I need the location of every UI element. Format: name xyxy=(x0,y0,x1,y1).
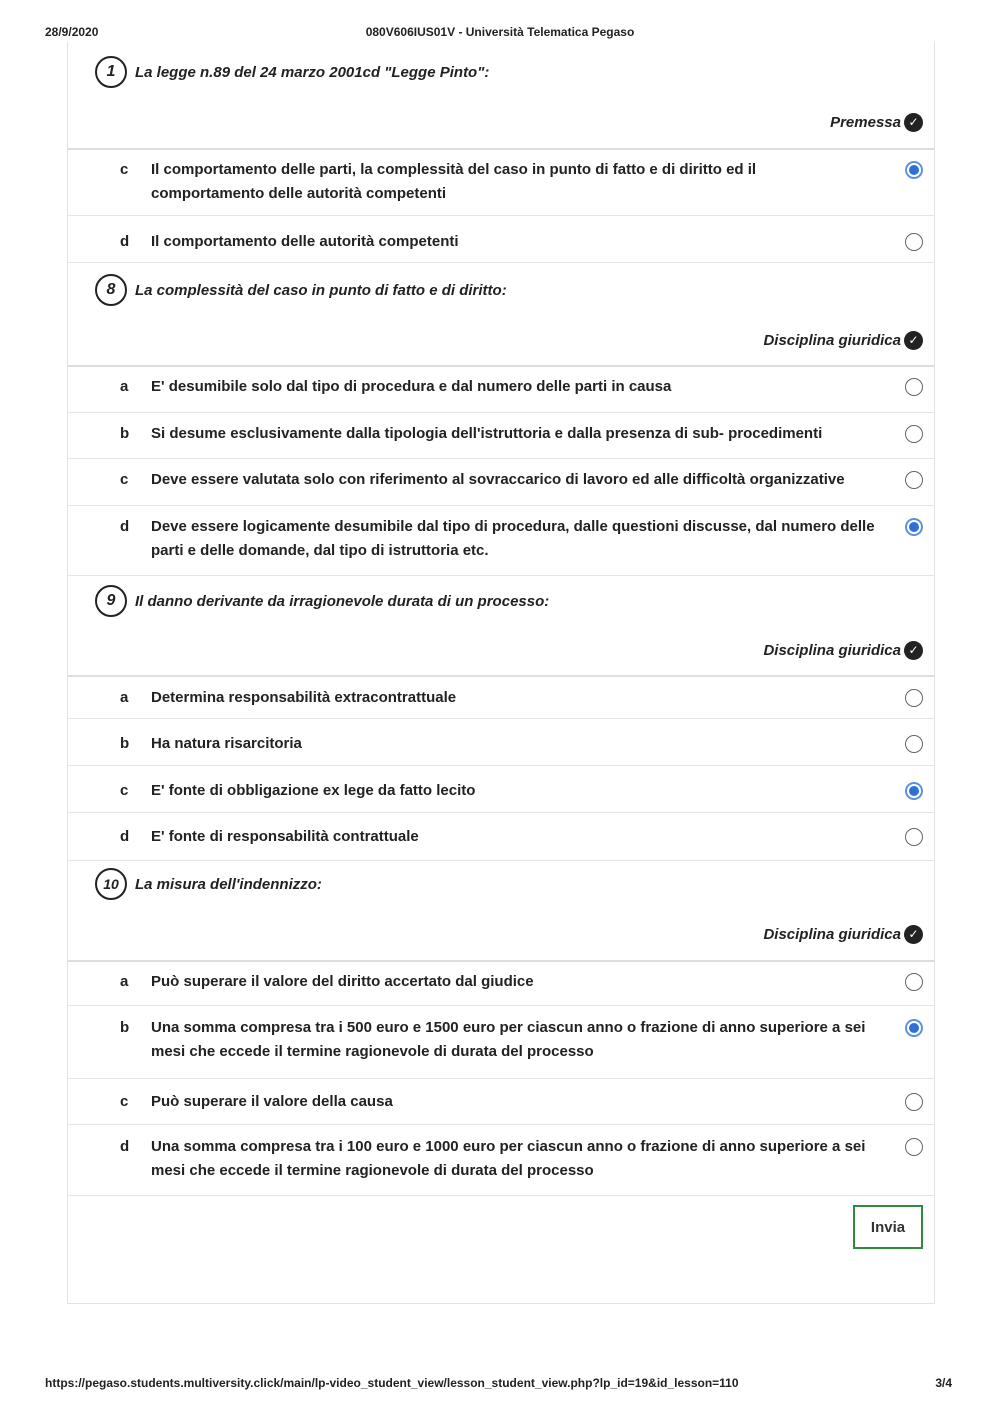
question-10-header xyxy=(95,868,322,900)
check-circle-icon: ✓ xyxy=(904,331,923,350)
question-number-badge: 9 xyxy=(95,585,127,617)
divider xyxy=(68,960,934,962)
option-text: Deve essere valutata solo con riferimento al sovraccarico di lavoro ed alle difficoltà organizzative xyxy=(151,471,845,488)
divider xyxy=(68,148,934,150)
question-9-header xyxy=(95,585,549,617)
radio-button-icon[interactable] xyxy=(905,1138,923,1156)
radio-button-icon[interactable] xyxy=(905,782,923,800)
check-circle-icon: ✓ xyxy=(904,113,923,132)
option-letter: b xyxy=(120,735,130,752)
divider xyxy=(68,215,934,216)
divider xyxy=(68,458,934,459)
option-letter: b xyxy=(120,425,130,442)
subject-label: Disciplina giuridica xyxy=(763,925,901,943)
divider xyxy=(68,412,934,413)
option-text: Si desume esclusivamente dalla tipologia dell'istruttoria e dalla presenza di sub- procedimenti xyxy=(151,425,823,442)
divider xyxy=(68,1124,934,1125)
option-text: Può superare il valore del diritto accertato dal giudice xyxy=(151,973,534,990)
divider xyxy=(68,860,934,861)
subject-label: Disciplina giuridica xyxy=(763,331,901,349)
divider xyxy=(68,365,934,367)
divider xyxy=(68,718,934,719)
radio-button-icon[interactable] xyxy=(905,471,923,489)
option-letter: c xyxy=(120,161,129,178)
divider xyxy=(68,1005,934,1006)
radio-button-icon[interactable] xyxy=(905,425,923,443)
question-text: Il danno derivante da irragionevole durata di un processo: xyxy=(135,592,550,610)
question-number-badge: 10 xyxy=(95,868,127,900)
option-letter: d xyxy=(120,828,130,845)
option-text: Determina responsabilità extracontrattuale xyxy=(151,689,457,706)
option-letter: d xyxy=(120,518,130,535)
option-letter: a xyxy=(120,973,129,990)
divider xyxy=(68,262,934,263)
divider xyxy=(68,675,934,677)
option-text: E' fonte di obbligazione ex lege da fatto lecito xyxy=(151,782,476,799)
option-letter: c xyxy=(120,782,129,799)
radio-button-icon[interactable] xyxy=(905,828,923,846)
radio-button-icon[interactable] xyxy=(905,973,923,991)
submit-button[interactable]: Invia xyxy=(853,1205,923,1249)
option-text: Può superare il valore della causa xyxy=(151,1093,393,1110)
question-10-subject xyxy=(763,922,923,946)
question-text: La complessità del caso in punto di fatto e di diritto: xyxy=(135,281,507,299)
option-letter: d xyxy=(120,1138,130,1155)
divider xyxy=(68,1078,934,1079)
option-text: Ha natura risarcitoria xyxy=(151,735,302,752)
option-letter: c xyxy=(120,1093,129,1110)
subject-label: Premessa xyxy=(830,113,901,131)
divider xyxy=(68,1195,934,1196)
question-8-subject xyxy=(763,328,923,352)
divider xyxy=(68,812,934,813)
subject-label: Disciplina giuridica xyxy=(763,641,901,659)
radio-button-icon[interactable] xyxy=(905,518,923,536)
divider xyxy=(68,575,934,576)
option-text: E' fonte di responsabilità contrattuale xyxy=(151,828,419,845)
option-text: Una somma compresa tra i 500 euro e 1500 euro per ciascun anno o frazione di anno superiore a sei mesi che eccede il termine ragionevole di durata del processo xyxy=(151,1019,866,1060)
question-9-subject xyxy=(763,638,923,662)
option-text: Deve essere logicamente desumibile dal tipo di procedura, dalle questioni discusse, dal numero delle parti e delle domande, dal tipo di istruttoria etc. xyxy=(151,518,875,559)
option-letter: d xyxy=(120,233,130,250)
option-text: Il comportamento delle autorità competenti xyxy=(151,233,459,250)
question-number-badge: 8 xyxy=(95,274,127,306)
option-letter: a xyxy=(120,378,129,395)
page-footer-page-number: 3/4 xyxy=(935,1376,952,1390)
page-footer-url: https://pegaso.students.multiversity.click/main/lp-video_student_view/lesson_student_view.php?lp_id=19&id_lesson=110 xyxy=(45,1376,739,1390)
check-circle-icon: ✓ xyxy=(904,925,923,944)
radio-button-icon[interactable] xyxy=(905,161,923,179)
option-letter: a xyxy=(120,689,129,706)
divider xyxy=(68,505,934,506)
radio-button-icon[interactable] xyxy=(905,689,923,707)
question-1-subject xyxy=(830,110,923,134)
question-number-badge: 1 xyxy=(95,56,127,88)
radio-button-icon[interactable] xyxy=(905,378,923,396)
option-text: Il comportamento delle parti, la complessità del caso in punto di fatto e di diritto ed il comportamento delle autorità competenti xyxy=(151,161,757,202)
page-header-title: 080V606IUS01V - Università Telematica Pegaso xyxy=(365,25,635,39)
radio-button-icon[interactable] xyxy=(905,1093,923,1111)
option-text: Una somma compresa tra i 100 euro e 1000 euro per ciascun anno o frazione di anno superiore a sei mesi che eccede il termine ragionevole di durata del processo xyxy=(151,1138,866,1179)
option-letter: b xyxy=(120,1019,130,1036)
radio-button-icon[interactable] xyxy=(905,233,923,251)
question-1-header xyxy=(95,56,489,88)
radio-button-icon[interactable] xyxy=(905,735,923,753)
radio-button-icon[interactable] xyxy=(905,1019,923,1037)
check-circle-icon: ✓ xyxy=(904,641,923,660)
question-text: La misura dell'indennizzo: xyxy=(135,875,322,893)
option-text: E' desumibile solo dal tipo di procedura e dal numero delle parti in causa xyxy=(151,378,672,395)
question-8-header xyxy=(95,274,507,306)
option-letter: c xyxy=(120,471,129,488)
page-header-date: 28/9/2020 xyxy=(45,25,99,39)
divider xyxy=(68,765,934,766)
question-text: La legge n.89 del 24 marzo 2001cd "Legge Pinto": xyxy=(135,63,490,81)
